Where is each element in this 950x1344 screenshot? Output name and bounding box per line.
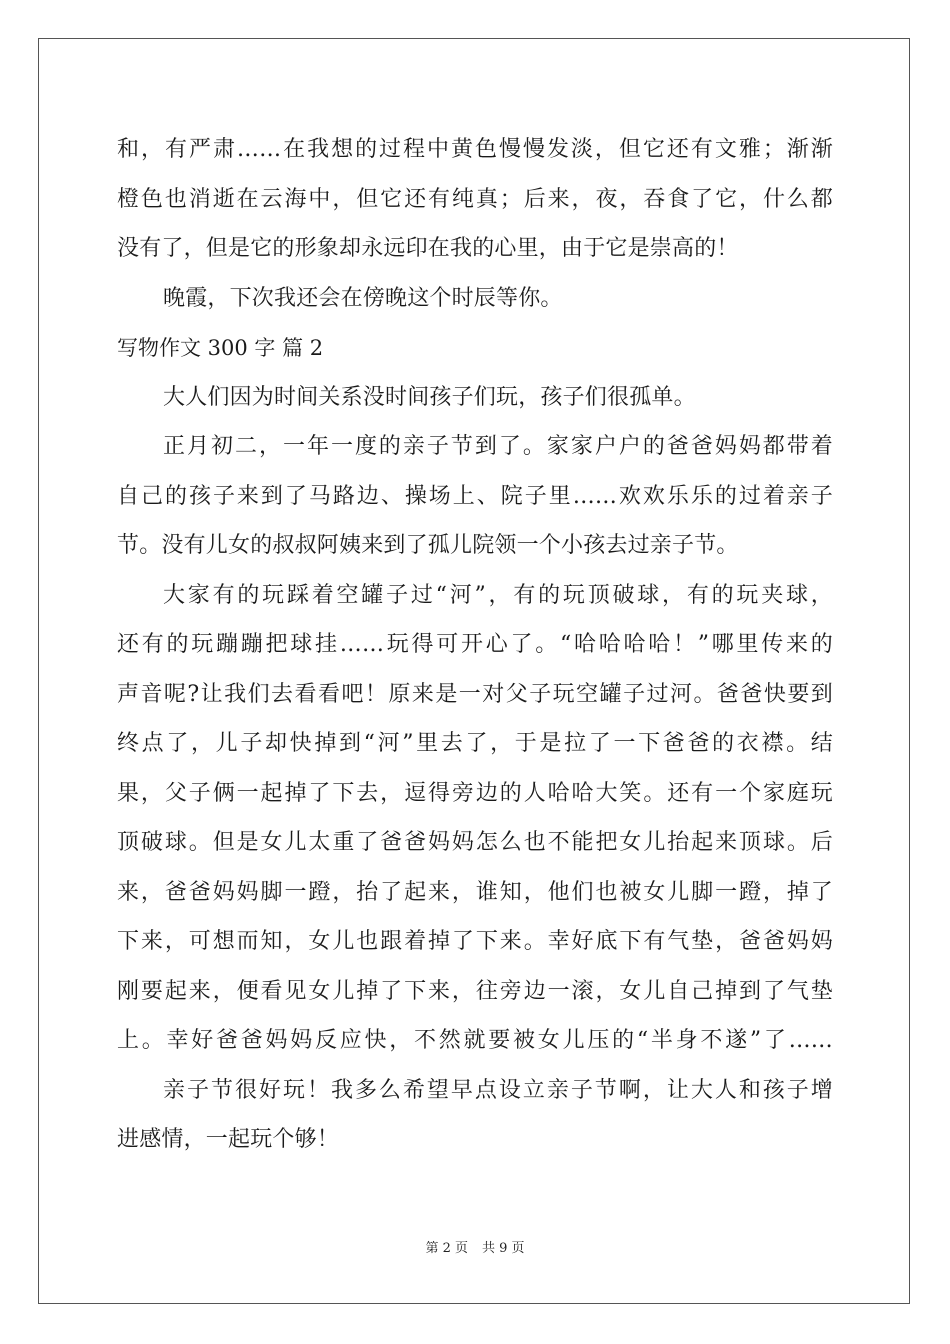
text-line: 晚霞，下次我还会在傍晚这个时辰等你。 [163,285,563,311]
text-line: 进感情，一起玩个够！ [117,1127,340,1152]
text-line: 果，父子俩一起掉了下去，逗得旁边的人哈哈大笑。还有一个家庭玩 [117,780,833,806]
text-line: 顶破球。但是女儿太重了爸爸妈妈怎么也不能把女儿抬起来顶球。后 [117,830,833,855]
section-heading: 写物作文 300 字 篇 2 [117,336,324,360]
text-line: 刚要起来，便看见女儿掉了下来，往旁边一滚，女儿自己掉到了气垫 [117,978,833,1004]
document-body [117,128,833,1168]
text-line: 没有了，但是它的形象却永远印在我的心里，由于它是崇高的！ [117,236,739,261]
page-footer [0,1240,950,1258]
text-line: 和，有严肃……在我想的过程中黄色慢慢发淡，但它还有文雅；渐渐 [117,137,833,162]
current-page-number: 第 2 页 [425,1241,468,1256]
text-line: 终点了，儿子却快掉到“河”里去了，于是拉了一下爸爸的衣襟。结 [117,731,833,756]
text-line: 还有的玩蹦蹦把球挂……玩得可开心了。“哈哈哈哈！”哪里传来的 [117,632,833,657]
text-line: 大家有的玩踩着空罐子过“河”，有的玩顶破球，有的玩夹球， [163,582,833,608]
text-line: 上。幸好爸爸妈妈反应快，不然就要被女儿压的“半身不遂”了…… [117,1028,833,1053]
text-line: 亲子节很好玩！我多么希望早点设立亲子节啊，让大人和孩子增 [163,1077,833,1103]
text-line: 大人们因为时间关系没时间孩子们玩，孩子们很孤单。 [163,384,696,410]
text-line: 橙色也消逝在云海中，但它还有纯真；后来，夜，吞食了它，什么都 [117,186,833,212]
text-line: 声音呢?让我们去看看吧！原来是一对父子玩空罐子过河。爸爸快要到 [117,681,833,707]
text-line: 自己的孩子来到了马路边、操场上、院子里……欢欢乐乐的过着亲子 [117,483,833,509]
text-line: 来，爸爸妈妈脚一蹬，抬了起来，谁知，他们也被女儿脚一蹬，掉了 [117,879,833,905]
text-line: 下来，可想而知，女儿也跟着掉了下来。幸好底下有气垫，爸爸妈妈 [117,929,833,954]
total-page-count: 共 9 页 [482,1241,525,1256]
text-line: 节。没有儿女的叔叔阿姨来到了孤儿院领一个小孩去过亲子节。 [117,533,739,558]
text-line: 正月初二，一年一度的亲子节到了。家家户户的爸爸妈妈都带着 [163,434,833,459]
